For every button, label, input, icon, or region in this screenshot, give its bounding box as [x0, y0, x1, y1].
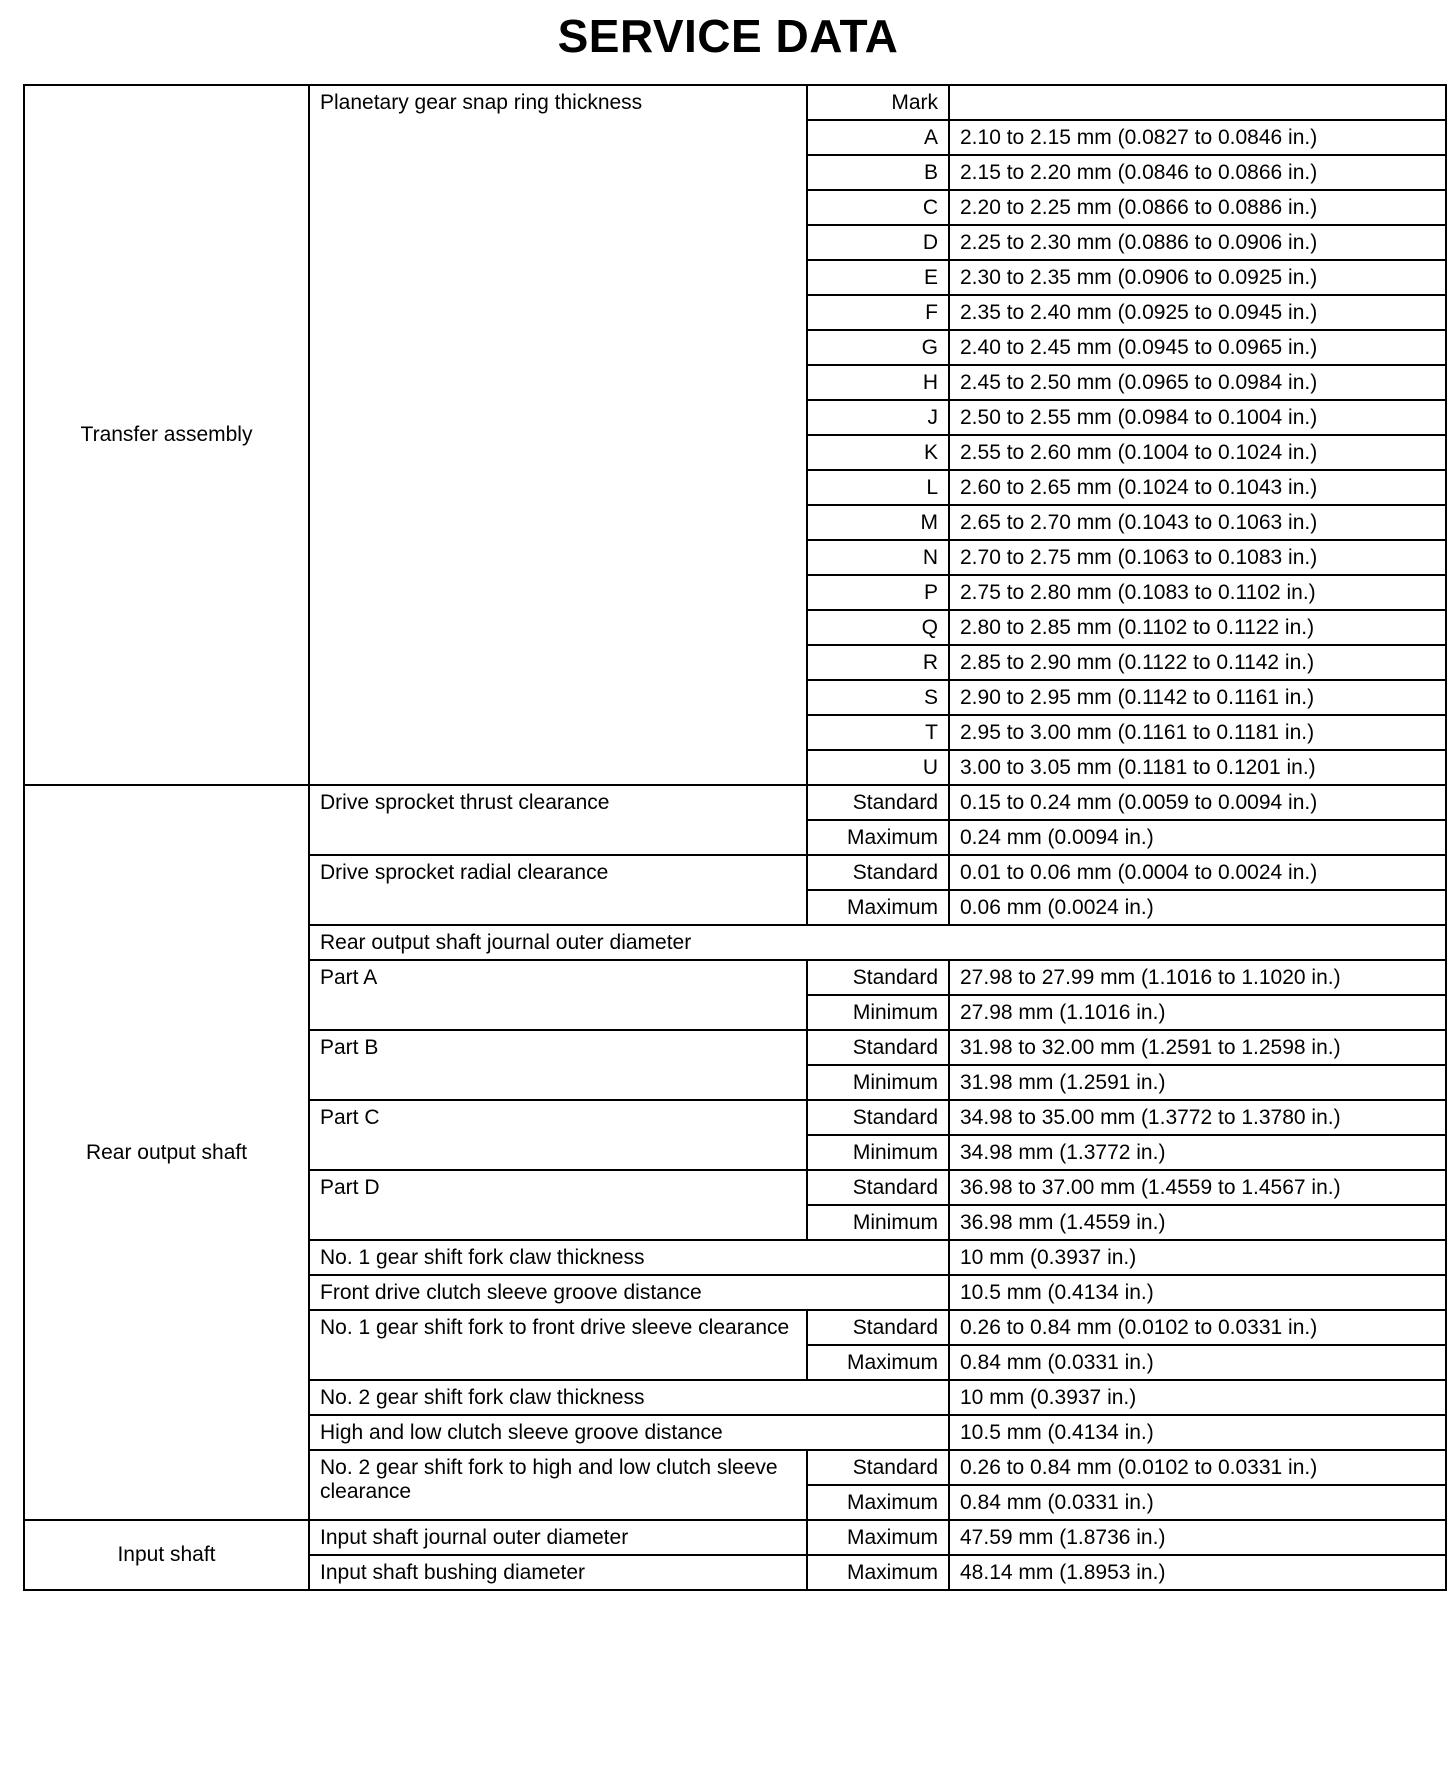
item-part-b: Part B [309, 1030, 807, 1100]
value-cell: 2.80 to 2.85 mm (0.1102 to 0.1122 in.) [949, 610, 1446, 645]
condition-cell: Standard [807, 1450, 949, 1485]
condition-cell: Standard [807, 1170, 949, 1205]
value-cell: 2.65 to 2.70 mm (0.1043 to 0.1063 in.) [949, 505, 1446, 540]
value-cell: 2.20 to 2.25 mm (0.0866 to 0.0886 in.) [949, 190, 1446, 225]
value-cell: 2.50 to 2.55 mm (0.0984 to 0.1004 in.) [949, 400, 1446, 435]
item-input-bushing-diameter: Input shaft bushing diameter [309, 1555, 807, 1590]
item-part-d: Part D [309, 1170, 807, 1240]
value-cell: 0.15 to 0.24 mm (0.0059 to 0.0094 in.) [949, 785, 1446, 820]
condition-cell: Maximum [807, 1555, 949, 1590]
value-cell: 2.55 to 2.60 mm (0.1004 to 0.1024 in.) [949, 435, 1446, 470]
condition-cell: Standard [807, 1030, 949, 1065]
value-cell: 2.75 to 2.80 mm (0.1083 to 0.1102 in.) [949, 575, 1446, 610]
value-cell [949, 85, 1446, 120]
page-title: SERVICE DATA [557, 10, 899, 62]
condition-cell: Maximum [807, 1520, 949, 1555]
condition-cell: Standard [807, 1100, 949, 1135]
item-no2-fork-clearance: No. 2 gear shift fork to high and low clutch sleeve clearance [309, 1450, 807, 1520]
value-cell: 31.98 mm (1.2591 in.) [949, 1065, 1446, 1100]
condition-cell: Minimum [807, 1065, 949, 1100]
value-cell: 0.26 to 0.84 mm (0.0102 to 0.0331 in.) [949, 1450, 1446, 1485]
mark-cell: K [807, 435, 949, 470]
mark-cell: S [807, 680, 949, 715]
value-cell: 0.84 mm (0.0331 in.) [949, 1485, 1446, 1520]
value-cell: 2.15 to 2.20 mm (0.0846 to 0.0866 in.) [949, 155, 1446, 190]
value-cell: 10.5 mm (0.4134 in.) [949, 1275, 1446, 1310]
value-cell: 0.01 to 0.06 mm (0.0004 to 0.0024 in.) [949, 855, 1446, 890]
value-cell: 0.84 mm (0.0331 in.) [949, 1345, 1446, 1380]
value-cell: 36.98 to 37.00 mm (1.4559 to 1.4567 in.) [949, 1170, 1446, 1205]
value-cell: 0.06 mm (0.0024 in.) [949, 890, 1446, 925]
table-row [24, 85, 1446, 120]
mark-cell: E [807, 260, 949, 295]
value-cell: 2.70 to 2.75 mm (0.1063 to 0.1083 in.) [949, 540, 1446, 575]
table-row [24, 1520, 1446, 1555]
condition-cell: Standard [807, 855, 949, 890]
condition-cell: Maximum [807, 820, 949, 855]
mark-cell: B [807, 155, 949, 190]
mark-cell: J [807, 400, 949, 435]
group-transfer-assembly: Transfer assembly [24, 85, 309, 785]
mark-cell: G [807, 330, 949, 365]
condition-cell: Standard [807, 785, 949, 820]
value-cell: 31.98 to 32.00 mm (1.2591 to 1.2598 in.) [949, 1030, 1446, 1065]
value-cell: 48.14 mm (1.8953 in.) [949, 1555, 1446, 1590]
item-no1-claw-thickness: No. 1 gear shift fork claw thickness [309, 1240, 949, 1275]
item-front-groove-distance: Front drive clutch sleeve groove distance [309, 1275, 949, 1310]
value-cell: 2.45 to 2.50 mm (0.0965 to 0.0984 in.) [949, 365, 1446, 400]
group-rear-output-shaft: Rear output shaft [24, 785, 309, 1520]
value-cell: 10 mm (0.3937 in.) [949, 1380, 1446, 1415]
value-cell: 0.26 to 0.84 mm (0.0102 to 0.0331 in.) [949, 1310, 1446, 1345]
value-cell: 2.95 to 3.00 mm (0.1161 to 0.1181 in.) [949, 715, 1446, 750]
table-row [24, 785, 1446, 820]
item-drive-sprocket-thrust: Drive sprocket thrust clearance [309, 785, 807, 855]
value-cell: 2.25 to 2.30 mm (0.0886 to 0.0906 in.) [949, 225, 1446, 260]
value-cell: 2.85 to 2.90 mm (0.1122 to 0.1142 in.) [949, 645, 1446, 680]
item-hl-groove-distance: High and low clutch sleeve groove distance [309, 1415, 949, 1450]
item-no1-fork-clearance: No. 1 gear shift fork to front drive sleeve clearance [309, 1310, 807, 1380]
mark-cell: N [807, 540, 949, 575]
item-part-c: Part C [309, 1100, 807, 1170]
condition-cell: Maximum [807, 890, 949, 925]
mark-cell: L [807, 470, 949, 505]
value-cell: 10.5 mm (0.4134 in.) [949, 1415, 1446, 1450]
mark-cell: Q [807, 610, 949, 645]
value-cell: 34.98 mm (1.3772 in.) [949, 1135, 1446, 1170]
value-cell: 34.98 to 35.00 mm (1.3772 to 1.3780 in.) [949, 1100, 1446, 1135]
mark-cell: P [807, 575, 949, 610]
value-cell: 2.10 to 2.15 mm (0.0827 to 0.0846 in.) [949, 120, 1446, 155]
condition-cell: Standard [807, 1310, 949, 1345]
value-cell: 2.35 to 2.40 mm (0.0925 to 0.0945 in.) [949, 295, 1446, 330]
item-drive-sprocket-radial: Drive sprocket radial clearance [309, 855, 807, 925]
value-cell: 0.24 mm (0.0094 in.) [949, 820, 1446, 855]
condition-cell: Maximum [807, 1485, 949, 1520]
mark-cell: U [807, 750, 949, 785]
value-cell: 27.98 mm (1.1016 in.) [949, 995, 1446, 1030]
condition-cell: Minimum [807, 995, 949, 1030]
item-input-journal-diameter: Input shaft journal outer diameter [309, 1520, 807, 1555]
mark-cell: R [807, 645, 949, 680]
value-cell: 3.00 to 3.05 mm (0.1181 to 0.1201 in.) [949, 750, 1446, 785]
value-cell: 2.40 to 2.45 mm (0.0945 to 0.0965 in.) [949, 330, 1446, 365]
item-part-a: Part A [309, 960, 807, 1030]
value-cell: 47.59 mm (1.8736 in.) [949, 1520, 1446, 1555]
item-no2-claw-thickness: No. 2 gear shift fork claw thickness [309, 1380, 949, 1415]
mark-cell: M [807, 505, 949, 540]
value-cell: 27.98 to 27.99 mm (1.1016 to 1.1020 in.) [949, 960, 1446, 995]
mark-header: Mark [807, 85, 949, 120]
condition-cell: Minimum [807, 1205, 949, 1240]
condition-cell: Minimum [807, 1135, 949, 1170]
value-cell: 36.98 mm (1.4559 in.) [949, 1205, 1446, 1240]
service-data-table [23, 84, 1447, 1591]
group-input-shaft: Input shaft [24, 1520, 309, 1590]
mark-cell: C [807, 190, 949, 225]
mark-cell: A [807, 120, 949, 155]
condition-cell: Maximum [807, 1345, 949, 1380]
value-cell: 10 mm (0.3937 in.) [949, 1240, 1446, 1275]
mark-cell: T [807, 715, 949, 750]
item-snap-ring-thickness: Planetary gear snap ring thickness [309, 85, 807, 785]
mark-cell: D [807, 225, 949, 260]
value-cell: 2.90 to 2.95 mm (0.1142 to 0.1161 in.) [949, 680, 1446, 715]
condition-cell: Standard [807, 960, 949, 995]
mark-cell: H [807, 365, 949, 400]
value-cell: 2.60 to 2.65 mm (0.1024 to 0.1043 in.) [949, 470, 1446, 505]
item-journal-outer-diameter: Rear output shaft journal outer diameter [309, 925, 1446, 960]
value-cell: 2.30 to 2.35 mm (0.0906 to 0.0925 in.) [949, 260, 1446, 295]
mark-cell: F [807, 295, 949, 330]
